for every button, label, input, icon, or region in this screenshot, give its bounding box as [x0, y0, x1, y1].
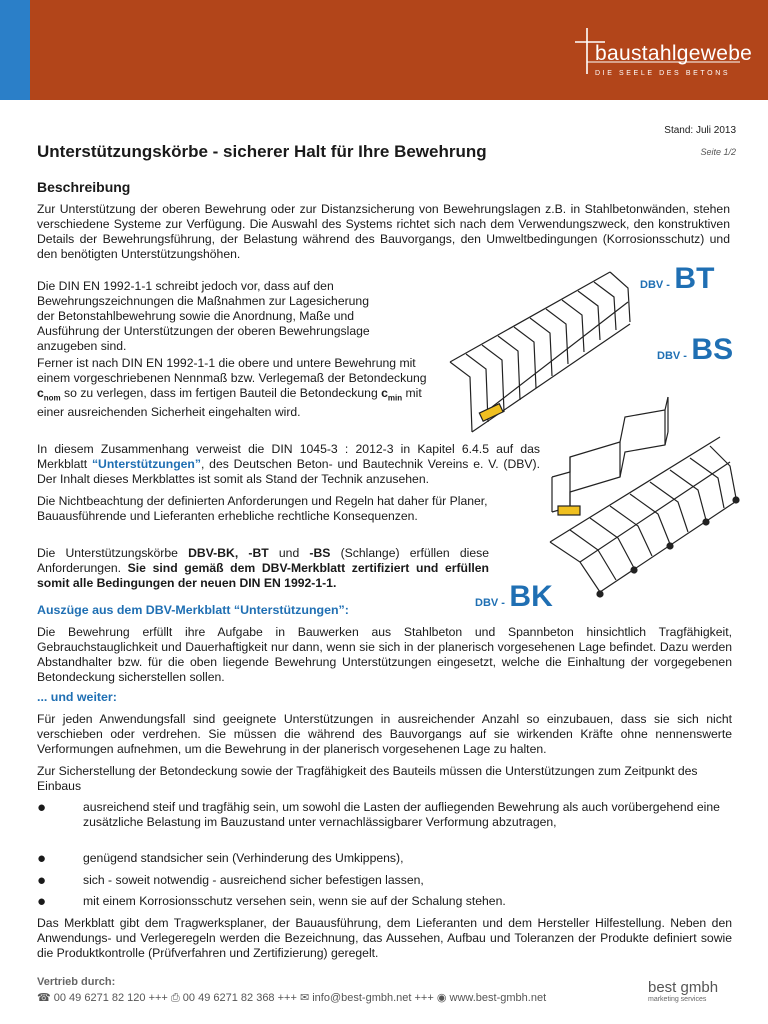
list-item-text: genügend standsicher sein (Verhinderung des Umkippens), — [83, 851, 404, 865]
text-segment: so zu verlegen, dass im fertigen Bauteil die Betondeckung — [60, 386, 382, 400]
list-item-text: sich - soweit notwendig - ausreichend sicher befestigen lassen, — [83, 873, 424, 887]
text-segment: (Schlange) erfüllen diese Anforderungen. — [37, 546, 489, 575]
text-segment: mit einer ausreichenden Sicherheit eingehalten wird. — [37, 386, 422, 420]
text-segment: und — [268, 546, 310, 560]
paragraph-legal-consequences: Die Nichtbeachtung der definierten Anforderungen und Regeln hat daher für Planer, Bauausführende und Lieferanten erhebliche rechtliche Konsequenzen. — [37, 494, 488, 523]
mail-icon: ✉ — [299, 992, 310, 1004]
page-number: Seite 1/2 — [700, 147, 736, 157]
footer-contacts — [37, 991, 546, 1005]
footer-web[interactable]: www.best-gmbh.net — [449, 992, 547, 1004]
section-heading-weiter: ... und weiter: — [37, 690, 117, 704]
c-nom-subscript: nom — [43, 393, 61, 403]
label-prefix: DBV - — [475, 597, 505, 609]
c-min-subscript: min — [387, 393, 403, 403]
paragraph-merkblatt-hilfestellung: Das Merkblatt gibt dem Tragwerksplaner, der Bauausführung, dem Lieferanten und dem Hersteller Hilfestellung. Neben den Anwendungs- und Verlegeregeln werden die Bezeichnung, das Aussehen, Aufbau und Toleranzen der Produkte definiert sowie die Produktkontrolle (Prüfverfahren und Zertifizierung) geregelt. — [37, 916, 732, 960]
footer-company-name: best gmbh — [648, 979, 719, 996]
list-item-text: ausreichend steif und tragfähig sein, um sowohl die Lasten der aufliegenden Bewehrung als auch vorübergehend eine zusätzliche Belastung im Bauzustand unter vernachlässigbarer Verformung abzutragen, — [83, 800, 720, 829]
label-prefix: DBV - — [657, 350, 687, 362]
header-accent-bar — [0, 0, 30, 100]
document-date: Stand: Juli 2013 — [664, 125, 736, 136]
label-prefix: DBV - — [640, 279, 670, 291]
list-item-text: mit einem Korrosionsschutz versehen sein, wenn sie auf der Schalung stehen. — [83, 894, 506, 908]
bs-snake-illustration — [552, 397, 668, 512]
bullet-icon: ● — [37, 799, 47, 816]
bullet-icon: ● — [37, 850, 47, 867]
paragraph-sicherstellung: Zur Sicherstellung der Betondeckung sowie der Tragfähigkeit des Bauteils müssen die Unterstützungen zum Zeitpunkt des Einbaus — [37, 764, 698, 793]
bullet-icon: ● — [37, 872, 47, 889]
bullet-icon: ● — [37, 893, 47, 910]
footer-phone[interactable]: 00 49 6271 82 120 +++ — [53, 992, 168, 1004]
section-heading-beschreibung: Beschreibung — [37, 179, 131, 195]
text-segment: Ferner ist nach DIN EN 1992-1-1 die obere und untere Bewehrung mit einem vorgeschriebenen Nennmaß bzw. Verlegemaß der Betondeckung — [37, 356, 427, 385]
footer-vertrieb-label: Vertrieb durch: — [37, 976, 116, 988]
text-segment: In diesem Zusammenhang verweist die DIN 1045-3 : 2012-3 in Kapitel 6.4.5 auf das Merkblatt — [37, 442, 540, 471]
section-heading-auszuege: Auszüge aus dem DBV-Merkblatt “Unterstützungen”: — [37, 603, 349, 617]
text-segment: Die Unterstützungskörbe — [37, 546, 189, 560]
bt-basket-illustration — [450, 272, 630, 432]
c-min-symbol: c — [381, 386, 388, 400]
paragraph-anwendungsfall: Für jeden Anwendungsfall sind geeignete Unterstützungen in ausreichender Anzahl so einzubauen, dass sie sich nicht verschieben oder verdrehen. Sie müssen die während des Bauvorgangs auf sie wirkenden Kräfte ohne nennenswerte Verformungen aufnehmen, um die Bewehrung in der planerisch vorgesehenen Lage zu halten. — [37, 712, 732, 756]
product-name-bs: -BS — [309, 546, 331, 560]
label-bk: BK — [509, 580, 553, 613]
label-dbv-bt — [640, 262, 714, 296]
logo-wordmark: baustahlgewebe — [595, 42, 753, 65]
product-names: DBV-BK, -BT — [188, 546, 269, 560]
phone-icon: ☎ — [37, 992, 51, 1004]
page-title: Unterstützungskörbe - sicherer Halt für Ihre Bewehrung — [37, 142, 487, 161]
web-icon: ◉ — [436, 992, 447, 1004]
label-bt: BT — [674, 262, 715, 295]
label-dbv-bk — [475, 580, 553, 614]
paragraph-bewehrung: Die Bewehrung erfüllt ihre Aufgabe in Bauwerken aus Stahlbeton und Spannbeton hinsichtlich Tragfähigkeit, Gebrauchstauglichkeit und Dauerhaftigkeit nur dann, wenn sie sich in der planerisch vorgesehenen Lage befindet. Dazu werden Abstandhalter bzw. für die oben liegende Bewehrung Unterstützungen eingesetzt, welche die Einhaltung der vorgegebenen Betondeckung sicherstellen sollen. — [37, 625, 732, 684]
certification-statement: Sie sind gemäß dem DBV-Merkblatt zertifiziert und erfüllen somit alle Bedingungen der neuen DIN EN 1992-1-1. — [37, 561, 489, 590]
label-dbv-bs — [657, 333, 733, 367]
bk-basket-illustration — [550, 437, 739, 597]
footer-fax[interactable]: 00 49 6271 82 368 +++ — [182, 992, 297, 1004]
paragraph-certification — [37, 546, 489, 591]
merkblatt-highlight: “Unterstützungen” — [91, 457, 201, 471]
product-illustrations — [430, 262, 740, 622]
paragraph-betondeckung — [37, 356, 429, 420]
text-segment: , des Deutschen Beton- und Bautechnik Vereins e. V. (DBV). Der Inhalt dieses Merkblattes ist somit als Stand der Technik anzusehen. — [37, 457, 540, 486]
footer-company-tagline: marketing services — [648, 996, 707, 1003]
brand-logo — [575, 28, 765, 88]
paragraph-din-requirements: Die DIN EN 1992-1-1 schreibt jedoch vor, dass auf den Bewehrungszeichnungen die Maßnahmen zur Lagesicherung der Betonstahlbewehrung sowie die Anordnung, Maße und Ausführung der Unterstützungen der oberen Bewehrungslage anzugeben sind. — [37, 279, 370, 353]
footer-email[interactable]: info@best-gmbh.net +++ — [312, 992, 434, 1004]
c-nom-symbol: c — [37, 386, 44, 400]
fax-icon: ⎙ — [170, 992, 180, 1004]
logo-tagline: DIE SEELE DES BETONS — [595, 70, 731, 77]
paragraph-intro: Zur Unterstützung der oberen Bewehrung oder zur Distanzsicherung von Bewehrungslagen z.B. in Stahlbetonwänden, stehen verschiedene Systeme zur Verfügung. Die Auswahl des Systems richtet sich nach dem Verwendungszweck, den konstruktiven Details der Bewehrungsführung, der Belastung während des Bauvorgangs, den Umweltbedingungen (Korrosionsschutz) und den benötigten Unterstützungshöhen. — [37, 202, 730, 261]
label-bs: BS — [691, 333, 734, 366]
